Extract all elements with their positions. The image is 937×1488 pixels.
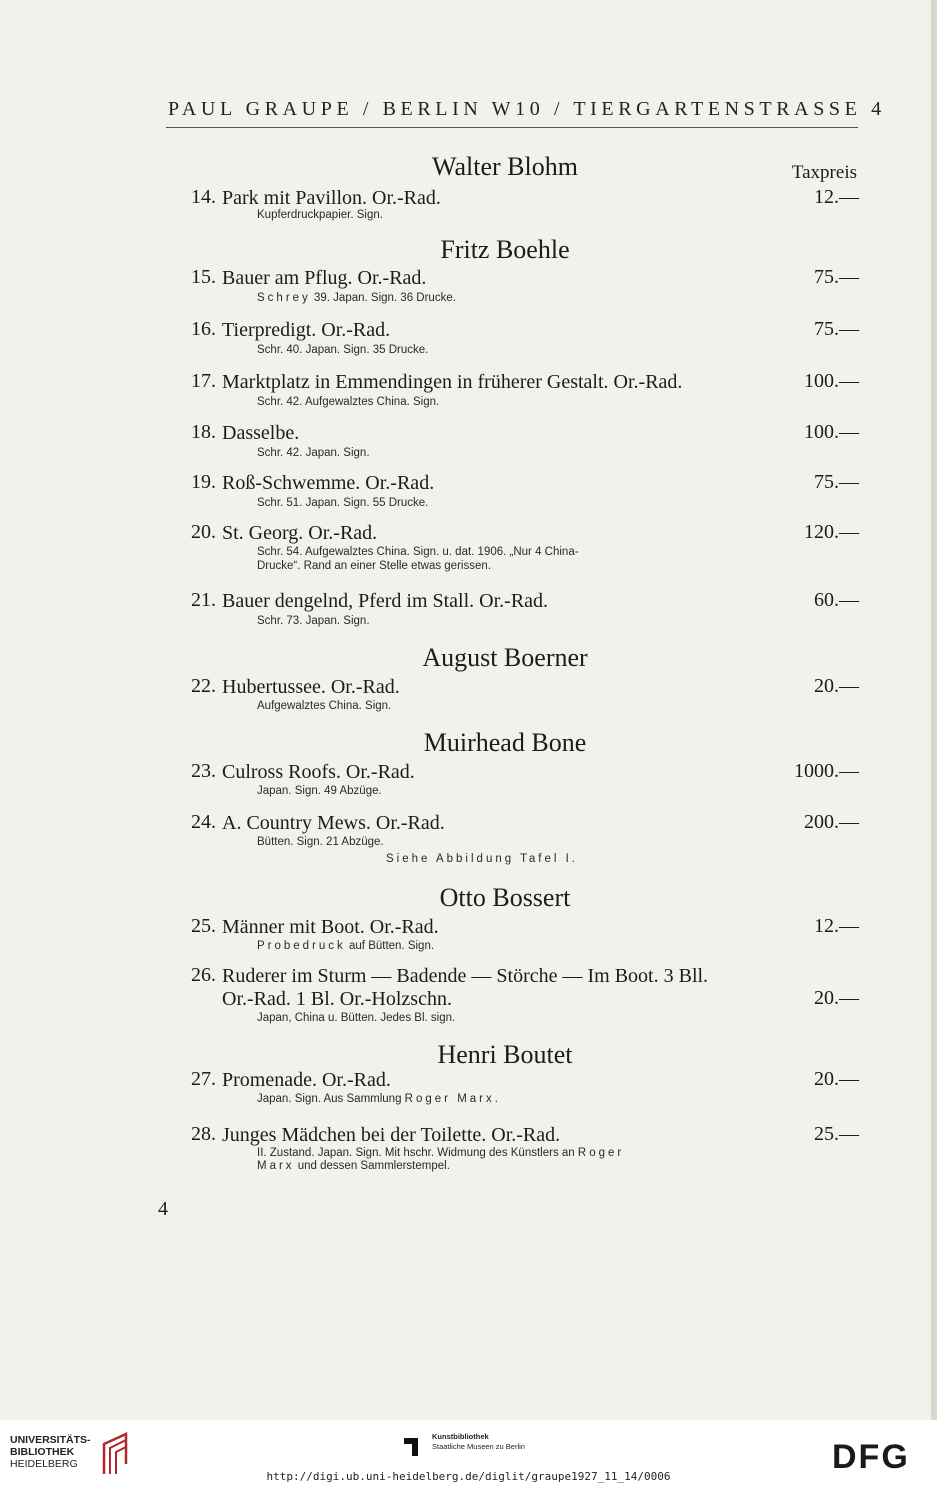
dfg-logo [832, 1438, 924, 1474]
entry-note: Schr. 42. Japan. Sign. [257, 447, 370, 459]
entry-number: 20. [191, 521, 216, 543]
artist-heading: Walter Blohm [432, 152, 578, 181]
entry-note: Schr. 51. Japan. Sign. 55 Drucke. [257, 497, 429, 509]
entry-price: 60.— [814, 589, 859, 611]
kunstbibliothek-logo-icon [400, 1430, 428, 1462]
page-number: 4 [158, 1198, 168, 1220]
plate-reference: Siehe Abbildung Tafel I. [386, 853, 578, 865]
permalink-url[interactable]: http://digi.ub.uni-heidelberg.de/diglit/graupe1927_11_14/0006 [266, 1470, 671, 1483]
entry-note: Bütten. Sign. 21 Abzüge. [257, 836, 384, 848]
entry-number: 19. [191, 471, 216, 493]
entry-note-continued: Drucke“. Rand an einer Stelle etwas gerissen. [257, 560, 491, 572]
entry-title: Marktplatz in Emmendingen in früherer Gestalt. Or.-Rad. [222, 371, 683, 393]
note-text: Japan. Sign. Aus Sammlung [257, 1093, 405, 1105]
entry-note: Schr. 40. Japan. Sign. 35 Drucke. [257, 344, 429, 356]
entry-price: 25.— [814, 1123, 859, 1145]
entry-number: 26. [191, 964, 216, 986]
entry-price: 75.— [814, 471, 859, 493]
library-name [10, 1434, 91, 1470]
running-head: PAUL GRAUPE / BERLIN W10 / TIERGARTENSTRASSE 4 [168, 98, 886, 120]
entry-number: 17. [191, 370, 216, 392]
header-rule [166, 127, 858, 128]
note-text: 39. Japan. Sign. 36 Drucke. [310, 292, 456, 304]
entry-price: 75.— [814, 266, 859, 288]
entry-note [257, 1093, 797, 1106]
note-text: auf Bütten. Sign. [345, 940, 435, 952]
entry-price: 120.— [804, 521, 859, 543]
kunstbibliothek-subtitle: Staatliche Museen zu Berlin [432, 1442, 525, 1451]
entry-title: Ruderer im Sturm — Badende — Störche — Im Boot. 3 Bll. [222, 965, 709, 987]
entry-number: 18. [191, 421, 216, 443]
digitization-footer [0, 1420, 937, 1488]
entry-price: 12.— [814, 915, 859, 937]
page-edge [931, 0, 937, 1420]
dfg-wordmark: DFG [832, 1438, 910, 1474]
entry-note [257, 940, 797, 953]
entry-title: Promenade. Or.-Rad. [222, 1069, 391, 1091]
entry-price: 100.— [804, 421, 859, 443]
entry-number: 14. [191, 186, 216, 208]
artist-heading: August Boerner [422, 643, 588, 672]
entry-note: Kupferdruckpapier. Sign. [257, 209, 383, 221]
entry-title: St. Georg. Or.-Rad. [222, 522, 378, 544]
entry-title: Tierpredigt. Or.-Rad. [222, 319, 391, 341]
entry-note: Schr. 73. Japan. Sign. [257, 615, 370, 627]
entry-note: Aufgewalztes China. Sign. [257, 700, 392, 712]
price-column-heading: Taxpreis [791, 162, 857, 183]
artist-heading: Muirhead Bone [423, 728, 587, 757]
note-spaced-name: Marx [257, 1160, 295, 1172]
entry-note [257, 1147, 797, 1160]
note-spaced-name: Roger Marx. [404, 1093, 501, 1105]
entry-number: 27. [191, 1068, 216, 1090]
note-spaced-name: Roger [577, 1147, 625, 1159]
entry-price: 1000.— [794, 760, 859, 782]
note-spaced-word: Probedruck [257, 940, 346, 952]
note-text: II. Zustand. Japan. Sign. Mit hschr. Widmung des Künstlers an [257, 1147, 578, 1159]
library-name-line: UNIVERSITÄTS- [10, 1434, 91, 1446]
entry-number: 15. [191, 266, 216, 288]
entry-title: Männer mit Boot. Or.-Rad. [222, 916, 439, 938]
entry-title: Roß-Schwemme. Or.-Rad. [222, 472, 435, 494]
entry-number: 23. [191, 760, 216, 782]
entry-price: 200.— [804, 811, 859, 833]
entry-price: 20.— [814, 987, 859, 1009]
kunstbibliothek-name: Kunstbibliothek [432, 1432, 489, 1441]
entry-note-continued [257, 1160, 797, 1173]
entry-title: Junges Mädchen bei der Toilette. Or.-Rad. [222, 1124, 561, 1146]
note-spaced-name: Schrey [257, 292, 311, 304]
artist-heading: Fritz Boehle [440, 235, 570, 264]
entry-title: Bauer dengelnd, Pferd im Stall. Or.-Rad. [222, 590, 549, 612]
entry-number: 16. [191, 318, 216, 340]
entry-title-continued: Or.-Rad. 1 Bl. Or.-Holzschn. [222, 988, 452, 1010]
entry-price: 12.— [814, 186, 859, 208]
entry-title: Hubertussee. Or.-Rad. [222, 676, 400, 698]
entry-number: 24. [191, 811, 216, 833]
entry-title: Park mit Pavillon. Or.-Rad. [222, 187, 441, 209]
entry-title: A. Country Mews. Or.-Rad. [222, 812, 445, 834]
entry-note: Japan. Sign. 49 Abzüge. [257, 785, 382, 797]
entry-title: Dasselbe. [222, 422, 300, 444]
entry-note: Schr. 54. Aufgewalztes China. Sign. u. dat. 1906. „Nur 4 China- [257, 546, 579, 558]
entry-title: Culross Roofs. Or.-Rad. [222, 761, 415, 783]
entry-price: 20.— [814, 1068, 859, 1090]
entry-price: 75.— [814, 318, 859, 340]
entry-price: 100.— [804, 370, 859, 392]
entry-price: 20.— [814, 675, 859, 697]
entry-note: Japan, China u. Bütten. Jedes Bl. sign. [257, 1012, 456, 1024]
note-text: und dessen Sammlerstempel. [294, 1160, 450, 1172]
entry-number: 28. [191, 1123, 216, 1145]
library-name-line: HEIDELBERG [10, 1458, 78, 1470]
entry-number: 21. [191, 589, 216, 611]
entry-number: 25. [191, 915, 216, 937]
artist-heading: Otto Bossert [439, 883, 571, 912]
library-name-line: BIBLIOTHEK [10, 1446, 75, 1458]
kunstbibliothek-label [432, 1432, 525, 1452]
artist-heading: Henri Boutet [437, 1040, 573, 1069]
entry-note: Schr. 42. Aufgewalztes China. Sign. [257, 396, 440, 408]
entry-note [257, 292, 797, 305]
entry-title: Bauer am Pflug. Or.-Rad. [222, 267, 427, 289]
entry-number: 22. [191, 675, 216, 697]
